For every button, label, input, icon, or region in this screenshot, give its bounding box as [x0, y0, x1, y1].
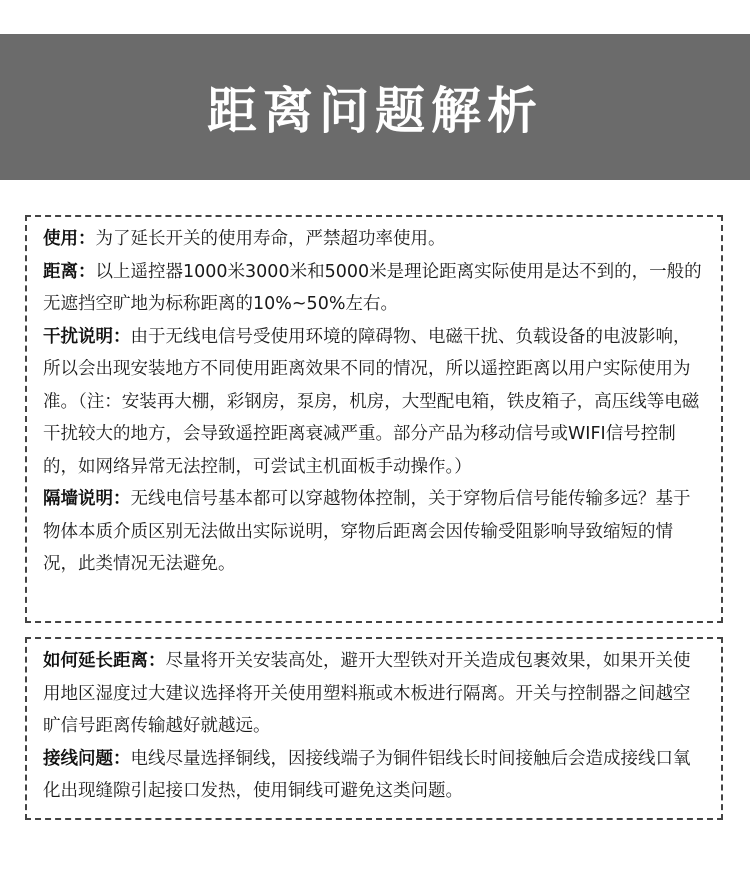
wall-text: 无线电信号基本都可以穿越物体控制，关于穿物后信号能传输多远？基于物体本质介质区别无法做出实际说明，穿物后距离会因传输受阻影响导致缩短的情况，此类情况无法避免。	[43, 489, 691, 574]
usage-label: 使用：	[43, 229, 96, 249]
interference-label: 干扰说明：	[43, 326, 131, 347]
wiring-label: 接线问题：	[43, 748, 131, 769]
usage-text: 为了延长开关的使用寿命，严禁超功率使用。	[95, 229, 446, 249]
usage-paragraph	[43, 223, 707, 256]
header-banner	[0, 34, 750, 180]
wiring-text: 电线尽量选择铜线，因接线端子为铜件铝线长时间接触后会造成接线口氧化出现缝隙引起接口发热，使用铜线可避免这类问题。	[43, 748, 691, 801]
page-title: 距离问题解析	[207, 82, 543, 140]
extend-paragraph	[43, 645, 707, 743]
wall-label: 隔墙说明：	[43, 489, 131, 509]
top-margin	[0, 0, 750, 34]
distance-notes-box	[25, 215, 723, 623]
wall-paragraph	[43, 483, 707, 581]
distance-label: 距离：	[43, 261, 96, 282]
wiring-paragraph	[43, 743, 707, 808]
extend-label: 如何延长距离：	[43, 651, 166, 671]
distance-paragraph	[43, 256, 707, 321]
distance-text: 以上遥控器1000米3000米和5000米是理论距离实际使用是达不到的，一般的无遮挡空旷地为标称距离的10%~50%左右。	[43, 261, 702, 314]
interference-text: 由于无线电信号受使用环境的障碍物、电磁干扰、负载设备的电波影响，所以会出现安装地方不同使用距离效果不同的情况，所以遥控距离以用户实际使用为准。（注：安装再大棚，彩钢房，泵房，机房，大型配电箱，铁皮箱子，高压线等电磁干扰较大的地方，会导致遥控距离衰减严重。部分产品为移动信号或WIFI信号控制的，如网络异常无法控制，可尝试主机面板手动操作。）	[43, 326, 700, 477]
interference-paragraph	[43, 321, 707, 484]
extend-text: 尽量将开关安装高处，避开大型铁对开关造成包裹效果，如果开关使用地区湿度过大建议选择将开关使用塑料瓶或木板进行隔离。开关与控制器之间越空旷信号距离传输越好就越远。	[43, 651, 691, 736]
extension-notes-box	[25, 637, 723, 820]
